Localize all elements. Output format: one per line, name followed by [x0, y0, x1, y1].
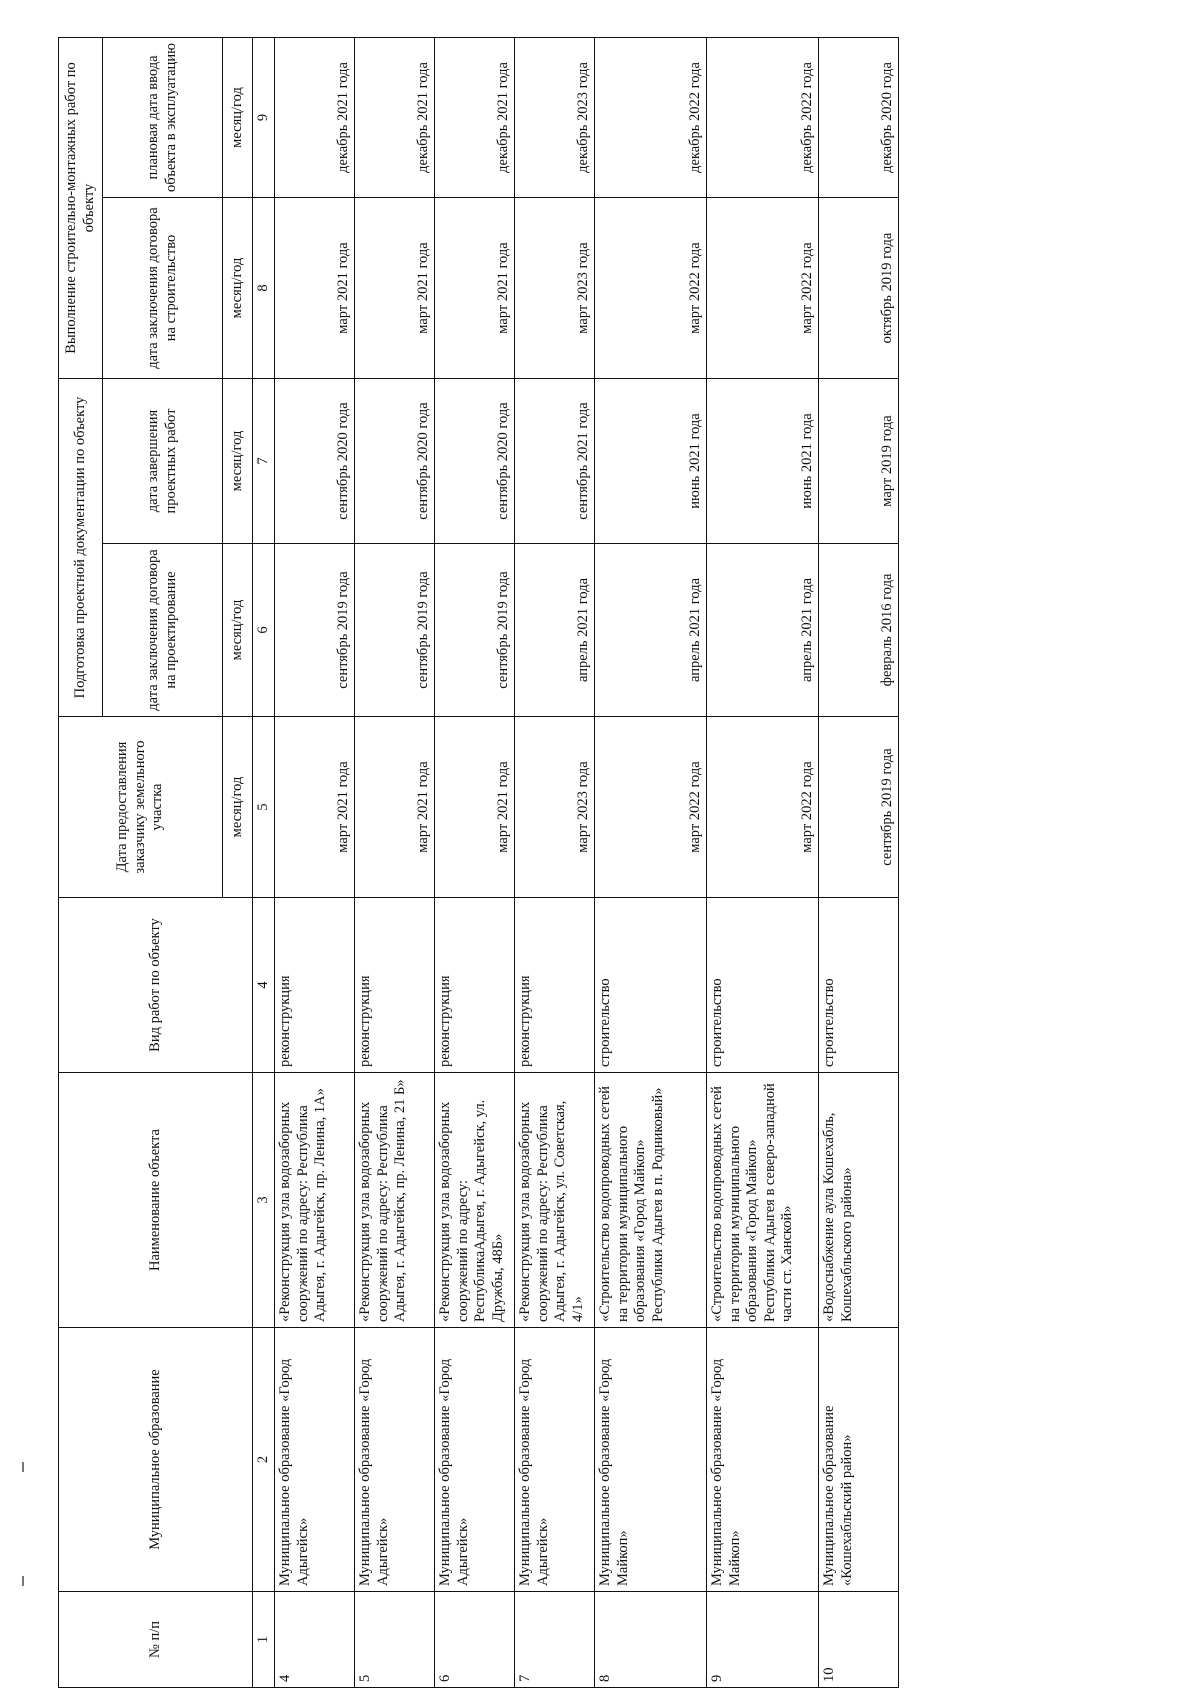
row-design-contract: сентябрь 2019 года — [355, 544, 435, 717]
header-work-type: Вид работ по объекту — [59, 898, 253, 1073]
row-construction-contract: март 2021 года — [275, 198, 355, 379]
row-object: «Реконструкция узла водозаборных сооружений по адресу: РеспубликаАдыгея, г. Адыгейск, ул. Дружбы, 48Б» — [435, 1073, 515, 1328]
row-work-type: строительство — [707, 898, 819, 1073]
table-row — [355, 38, 435, 1688]
row-design-contract: сентябрь 2019 года — [435, 544, 515, 717]
col-number: 9 — [253, 38, 275, 198]
col-number: 2 — [253, 1328, 275, 1592]
row-commission: декабрь 2023 года — [515, 38, 595, 198]
row-commission: декабрь 2021 года — [355, 38, 435, 198]
header-design-finish: дата завершения проектных работ — [103, 379, 223, 544]
row-municipality: Муниципальное образование «Город Адыгейск» — [515, 1328, 595, 1592]
col-number: 8 — [253, 198, 275, 379]
row-commission: декабрь 2020 года — [819, 38, 899, 198]
scan-speck — [22, 1462, 24, 1472]
table-row — [819, 38, 899, 1688]
row-num: 10 — [819, 1592, 899, 1688]
header-construction-contract: дата заключения договора на строительство — [103, 198, 223, 379]
row-object: «Водоснабжение аула Кошехабль, Кошехабльского района» — [819, 1073, 899, 1328]
row-construction-contract: октябрь 2019 года — [819, 198, 899, 379]
col-number: 5 — [253, 717, 275, 898]
row-design-contract: апрель 2021 года — [707, 544, 819, 717]
row-municipality: Муниципальное образование «Город Адыгейск» — [435, 1328, 515, 1592]
rotated-table-sheet — [58, 38, 898, 1688]
header-design-contract: дата заключения договора на проектирование — [103, 544, 223, 717]
row-num: 6 — [435, 1592, 515, 1688]
row-design-contract: сентябрь 2019 года — [275, 544, 355, 717]
row-land-date: март 2022 года — [595, 717, 707, 898]
row-design-finish: июнь 2021 года — [595, 379, 707, 544]
row-num: 8 — [595, 1592, 707, 1688]
unit-cell: месяц/год — [223, 717, 253, 898]
row-work-type: реконструкция — [435, 898, 515, 1073]
row-num: 9 — [707, 1592, 819, 1688]
row-municipality: Муниципальное образование «Кошехабльский район» — [819, 1328, 899, 1592]
row-land-date: март 2021 года — [435, 717, 515, 898]
header-num: № п/п — [59, 1592, 253, 1688]
row-construction-contract: март 2023 года — [515, 198, 595, 379]
col-number: 4 — [253, 898, 275, 1073]
row-commission: декабрь 2021 года — [435, 38, 515, 198]
row-num: 4 — [275, 1592, 355, 1688]
col-number: 7 — [253, 379, 275, 544]
row-work-type: реконструкция — [355, 898, 435, 1073]
row-land-date: март 2021 года — [355, 717, 435, 898]
row-work-type: строительство — [595, 898, 707, 1073]
unit-cell: месяц/год — [223, 38, 253, 198]
unit-cell: месяц/год — [223, 544, 253, 717]
row-municipality: Муниципальное образование «Город Майкоп» — [707, 1328, 819, 1592]
row-num: 5 — [355, 1592, 435, 1688]
row-object: «Строительство водопроводных сетей на территории муниципального образования «Город Майкоп» Республики Адыгея в северо-западной части ст. Ханской» — [707, 1073, 819, 1328]
row-design-finish: сентябрь 2021 года — [515, 379, 595, 544]
row-construction-contract: март 2021 года — [435, 198, 515, 379]
row-land-date: март 2022 года — [707, 717, 819, 898]
header-land-date: Дата предоставления заказчику земельного участка — [59, 717, 223, 898]
row-design-finish: сентябрь 2020 года — [275, 379, 355, 544]
table-row — [515, 38, 595, 1688]
row-work-type: реконструкция — [275, 898, 355, 1073]
row-object: «Реконструкция узла водозаборных сооружений по адресу: Республика Адыгея, г. Адыгейск, пр. Ленина, 1А» — [275, 1073, 355, 1328]
col-number: 1 — [253, 1592, 275, 1688]
table-row — [435, 38, 515, 1688]
row-commission: декабрь 2022 года — [707, 38, 819, 198]
col-number: 3 — [253, 1073, 275, 1328]
header-object-name: Наименование объекта — [59, 1073, 253, 1328]
row-commission: декабрь 2021 года — [275, 38, 355, 198]
header-design-group: Подготовка проектной документации по объекту — [59, 379, 103, 717]
row-construction-contract: март 2022 года — [595, 198, 707, 379]
row-work-type: строительство — [819, 898, 899, 1073]
table-row — [707, 38, 819, 1688]
header-construction-group: Выполнение строительно-монтажных работ по объекту — [59, 38, 103, 379]
row-design-finish: сентябрь 2020 года — [355, 379, 435, 544]
table-row — [275, 38, 355, 1688]
row-construction-contract: март 2021 года — [355, 198, 435, 379]
row-commission: декабрь 2022 года — [595, 38, 707, 198]
row-land-date: сентябрь 2019 года — [819, 717, 899, 898]
row-num: 7 — [515, 1592, 595, 1688]
row-object: «Строительство водопроводных сетей на территории муниципального образования «Город Майкоп» Республики Адыгея в п. Родниковый» — [595, 1073, 707, 1328]
row-municipality: Муниципальное образование «Город Майкоп» — [595, 1328, 707, 1592]
row-design-contract: апрель 2021 года — [595, 544, 707, 717]
row-design-contract: февраль 2016 года — [819, 544, 899, 717]
row-work-type: реконструкция — [515, 898, 595, 1073]
schedule-table — [58, 37, 899, 1688]
scan-speck — [22, 1576, 24, 1586]
row-municipality: Муниципальное образование «Город Адыгейск» — [275, 1328, 355, 1592]
row-land-date: март 2023 года — [515, 717, 595, 898]
unit-cell: месяц/год — [223, 379, 253, 544]
row-design-finish: март 2019 года — [819, 379, 899, 544]
row-design-finish: сентябрь 2020 года — [435, 379, 515, 544]
header-commission: плановая дата ввода объекта в эксплуатацию — [103, 38, 223, 198]
row-land-date: март 2021 года — [275, 717, 355, 898]
row-municipality: Муниципальное образование «Город Адыгейск» — [355, 1328, 435, 1592]
table-row — [595, 38, 707, 1688]
row-object: «Реконструкция узла водозаборных сооружений по адресу: Республика Адыгея, г. Адыгейск, пр. Ленина, 21 Б» — [355, 1073, 435, 1328]
row-construction-contract: март 2022 года — [707, 198, 819, 379]
col-number: 6 — [253, 544, 275, 717]
row-design-finish: июнь 2021 года — [707, 379, 819, 544]
header-municipality: Муниципальное образование — [59, 1328, 253, 1592]
row-object: «Реконструкция узла водозаборных сооружений по адресу: Республика Адыгея, г. Адыгейск, ул. Советская, 4/1» — [515, 1073, 595, 1328]
unit-cell: месяц/год — [223, 198, 253, 379]
row-design-contract: апрель 2021 года — [515, 544, 595, 717]
